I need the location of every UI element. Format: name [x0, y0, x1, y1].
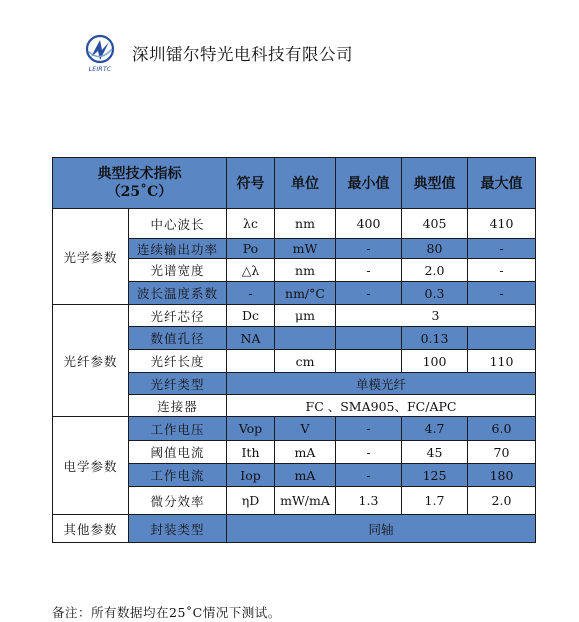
header-min: 最小值 [336, 158, 402, 209]
row-max: 70 [468, 441, 536, 464]
row-merged-value: 同轴 [227, 515, 536, 543]
row-unit: cm [275, 350, 336, 373]
row-unit: μm [275, 305, 336, 327]
row-symbol: Iop [227, 464, 275, 487]
row-label: 封装类型 [129, 515, 227, 543]
row-max: 110 [468, 350, 536, 373]
row-min: - [336, 464, 402, 487]
row-symbol: λc [227, 209, 275, 239]
row-unit: mA [275, 441, 336, 464]
row-symbol: - [227, 282, 275, 305]
row-label: 光谱宽度 [129, 259, 227, 282]
row-max: 180 [468, 464, 536, 487]
row-label: 连接器 [129, 395, 227, 417]
row-unit [275, 327, 336, 350]
header-spec [53, 158, 227, 209]
group-optical: 光学参数 [53, 209, 129, 305]
row-symbol: Vop [227, 417, 275, 441]
row-min: - [336, 441, 402, 464]
company-logo [80, 33, 120, 73]
row-typ: 125 [402, 464, 468, 487]
row-typ: 0.13 [402, 327, 468, 350]
table-header-row [53, 158, 536, 209]
row-min [336, 350, 402, 373]
page-header [80, 33, 353, 73]
row-typ: 100 [402, 350, 468, 373]
row-label: 工作电压 [129, 417, 227, 441]
row-min: 400 [336, 209, 402, 239]
row-label: 波长温度系数 [129, 282, 227, 305]
row-label: 中心波长 [129, 209, 227, 239]
spec-table [52, 157, 536, 543]
row-max [468, 327, 536, 350]
row-unit: nm [275, 209, 336, 239]
row-typ: 1.7 [402, 487, 468, 515]
row-unit: nm [275, 259, 336, 282]
row-min: - [336, 239, 402, 259]
row-unit: nm/°C [275, 282, 336, 305]
row-typ: 405 [402, 209, 468, 239]
row-unit: mW/mA [275, 487, 336, 515]
row-symbol: △λ [227, 259, 275, 282]
row-typ: 4.7 [402, 417, 468, 441]
row-typ: 0.3 [402, 282, 468, 305]
row-max: 2.0 [468, 487, 536, 515]
row-merged-value: FC 、SMA905、FC/APC [227, 395, 536, 417]
table-row [53, 305, 536, 327]
row-min [336, 327, 402, 350]
group-other: 其他参数 [53, 515, 129, 543]
row-max: 6.0 [468, 417, 536, 441]
table-row [53, 515, 536, 543]
row-typ: 45 [402, 441, 468, 464]
row-max: - [468, 259, 536, 282]
footnote: 备注：所有数据均在25˚C情况下测试。 [52, 605, 281, 620]
row-max: - [468, 282, 536, 305]
row-symbol: Ith [227, 441, 275, 464]
row-label: 数值孔径 [129, 327, 227, 350]
row-merged-value: 单模光纤 [227, 373, 536, 395]
row-merged-value: 3 [336, 305, 536, 327]
row-max: - [468, 239, 536, 259]
group-electrical: 电学参数 [53, 417, 129, 515]
row-label: 阈值电流 [129, 441, 227, 464]
header-max: 最大值 [468, 158, 536, 209]
table-row [53, 209, 536, 239]
row-min: - [336, 417, 402, 441]
row-unit: V [275, 417, 336, 441]
group-fiber: 光纤参数 [53, 305, 129, 417]
row-symbol: NA [227, 327, 275, 350]
header-spec-line2: （25˚C） [106, 184, 173, 200]
row-label: 连续输出功率 [129, 239, 227, 259]
company-name: 深圳镭尔特光电科技有限公司 [132, 45, 353, 64]
row-min: - [336, 282, 402, 305]
row-symbol: Dc [227, 305, 275, 327]
row-min: 1.3 [336, 487, 402, 515]
row-unit: mW [275, 239, 336, 259]
row-typ: 80 [402, 239, 468, 259]
row-label: 微分效率 [129, 487, 227, 515]
table-row [53, 417, 536, 441]
row-min: - [336, 259, 402, 282]
row-typ: 2.0 [402, 259, 468, 282]
row-symbol: ηD [227, 487, 275, 515]
row-label: 光纤长度 [129, 350, 227, 373]
header-symbol: 符号 [227, 158, 275, 209]
header-unit: 单位 [275, 158, 336, 209]
row-label: 光纤芯径 [129, 305, 227, 327]
header-typ: 典型值 [402, 158, 468, 209]
row-label: 工作电流 [129, 464, 227, 487]
header-spec-line1: 典型技术指标 [97, 166, 182, 182]
row-symbol: Po [227, 239, 275, 259]
logo-wordmark: LEIRTC [88, 65, 112, 73]
row-max: 410 [468, 209, 536, 239]
row-label: 光纤类型 [129, 373, 227, 395]
row-symbol [227, 350, 275, 373]
row-unit: mA [275, 464, 336, 487]
